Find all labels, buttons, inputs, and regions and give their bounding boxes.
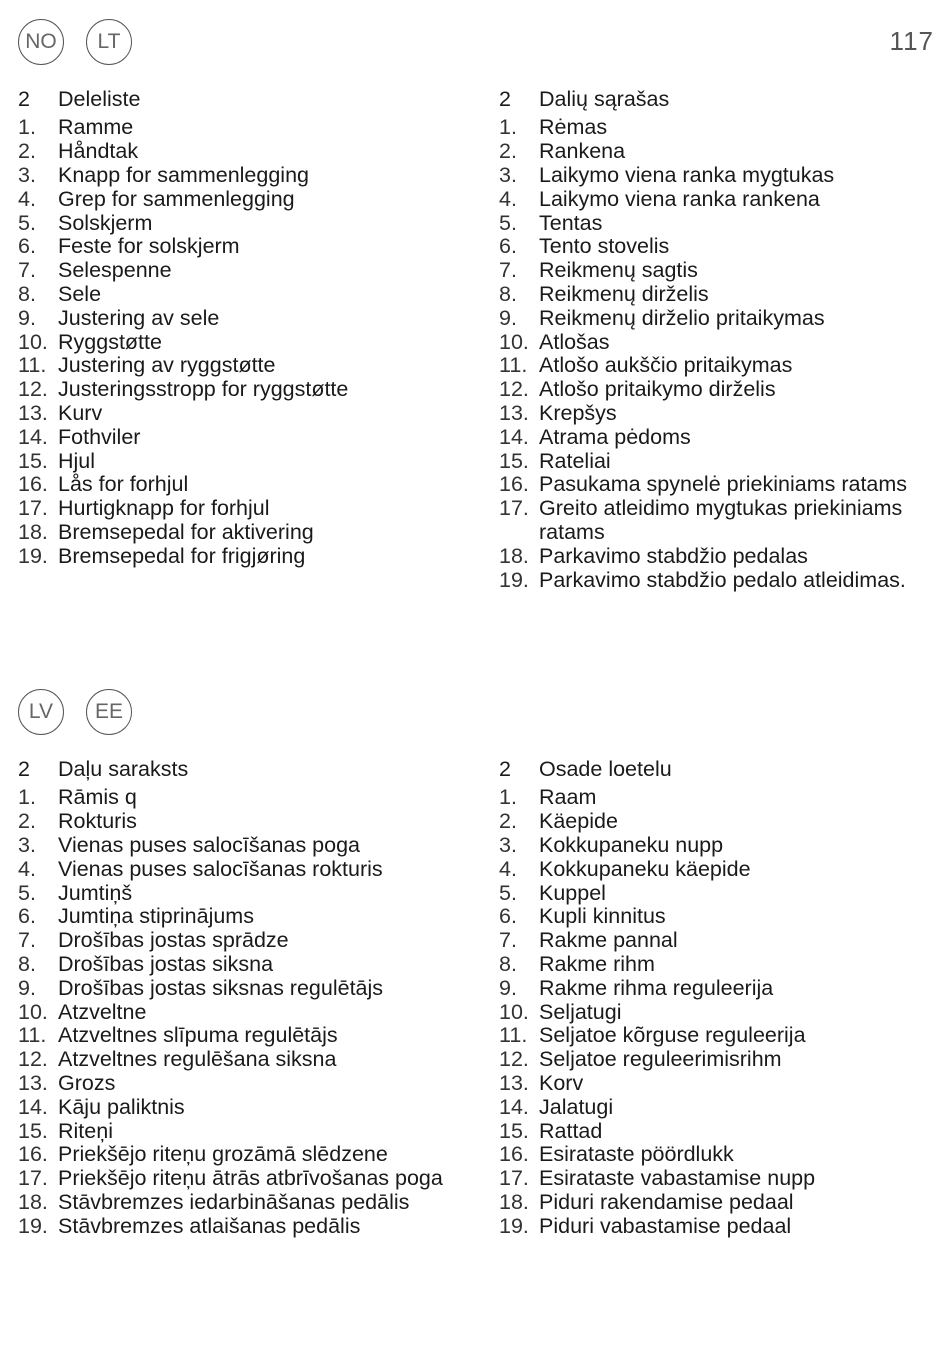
list-item: [499, 1001, 944, 1025]
item-label: Riteņi: [58, 1118, 113, 1143]
item-label: Håndtak: [58, 139, 139, 164]
item-label: Kokkupaneku nupp: [539, 832, 724, 857]
item-label: Grep for sammenlegging: [58, 186, 295, 211]
item-label: Laikymo viena ranka mygtukas: [539, 162, 835, 187]
item-number: 19.: [18, 1213, 48, 1238]
item-number: 15.: [18, 1118, 48, 1143]
item-number: 18.: [18, 1189, 48, 1214]
item-number: 3.: [499, 162, 517, 187]
list-item: [18, 1001, 463, 1025]
item-label: Justering av sele: [58, 305, 220, 330]
language-badge-lv: LV: [18, 689, 64, 735]
item-label: Tentas: [539, 210, 603, 235]
list-item: [18, 212, 463, 236]
item-number: 11.: [499, 353, 528, 378]
section-heading: [499, 88, 944, 116]
list-item: [499, 378, 944, 402]
list-item: [499, 164, 944, 188]
list-item: [18, 929, 463, 953]
item-number: 6.: [499, 234, 517, 259]
list-item: [18, 473, 463, 497]
item-label: Stāvbremzes iedarbināšanas pedālis: [58, 1189, 410, 1214]
language-badges-bottom: [18, 689, 132, 735]
item-label: Drošības jostas siksnas regulētājs: [58, 975, 384, 1000]
item-number: 18.: [18, 519, 48, 544]
item-label: Tento stovelis: [539, 234, 670, 259]
item-label: Selespenne: [58, 258, 172, 283]
item-label: Korv: [539, 1070, 584, 1095]
section-heading-title: Dalių sąrašas: [539, 87, 670, 111]
item-label: Hjul: [58, 448, 96, 473]
list-item: [499, 140, 944, 164]
item-label: Rėmas: [539, 115, 608, 140]
item-number: 10.: [18, 329, 48, 354]
list-item: [18, 116, 463, 140]
item-label: Kuppel: [539, 880, 606, 905]
item-label: Parkavimo stabdžio pedalas: [539, 543, 808, 568]
section-heading-number: 2: [18, 87, 30, 111]
item-number: 7.: [18, 928, 36, 953]
item-label: Atlošo aukščio pritaikymas: [539, 353, 793, 378]
language-badges-top: [18, 19, 132, 65]
item-number: 15.: [499, 448, 529, 473]
item-number: 13.: [499, 400, 529, 425]
item-label: Ryggstøtte: [58, 329, 162, 354]
list-item: [499, 212, 944, 236]
item-label: Solskjerm: [58, 210, 153, 235]
item-number: 4.: [18, 856, 36, 881]
item-number: 13.: [499, 1070, 529, 1095]
list-item: [18, 354, 463, 378]
list-item: [18, 953, 463, 977]
list-item: [18, 331, 463, 355]
list-item: [18, 905, 463, 929]
section-heading: [18, 758, 463, 786]
item-label: Laikymo viena ranka rankena: [539, 186, 820, 211]
item-number: 2.: [499, 809, 517, 834]
list-item: [18, 1167, 463, 1191]
item-number: 19.: [499, 567, 529, 592]
item-label: Rakme pannal: [539, 928, 678, 953]
item-number: 15.: [499, 1118, 529, 1143]
item-number: 5.: [499, 210, 517, 235]
item-label: Parkavimo stabdžio pedalo atleidimas.: [539, 567, 906, 592]
item-number: 3.: [499, 832, 517, 857]
parts-list: [499, 116, 944, 592]
item-number: 7.: [499, 928, 517, 953]
item-number: 6.: [499, 904, 517, 929]
list-item: [499, 283, 944, 307]
item-number: 10.: [499, 999, 529, 1024]
list-item: [18, 810, 463, 834]
item-label: Drošības jostas siksna: [58, 951, 274, 976]
section-heading-number: 2: [499, 757, 511, 781]
list-item: [18, 1191, 463, 1215]
parts-list: [18, 786, 463, 1238]
item-number: 2.: [499, 139, 517, 164]
parts-list-ee: [499, 758, 944, 1239]
list-item: [18, 378, 463, 402]
list-item: [499, 786, 944, 810]
list-item: [499, 259, 944, 283]
list-item: [499, 402, 944, 426]
section-heading-title: Daļu saraksts: [58, 757, 189, 781]
item-number: 14.: [499, 424, 529, 449]
page-number: 117: [889, 26, 934, 56]
item-label: Rakme rihma reguleerija: [539, 975, 774, 1000]
item-number: 4.: [499, 856, 517, 881]
section-heading-title: Osade loetelu: [539, 757, 672, 781]
list-item: [499, 426, 944, 450]
list-item: [499, 569, 944, 593]
item-label: Jumtiņš: [58, 880, 133, 905]
item-number: 14.: [18, 424, 48, 449]
item-label: Jalatugi: [539, 1094, 614, 1119]
item-label: Jumtiņa stiprinājums: [58, 904, 254, 929]
item-label: Rankena: [539, 139, 626, 164]
section-heading-number: 2: [499, 87, 511, 111]
list-item: [499, 1048, 944, 1072]
item-number: 16.: [499, 472, 529, 497]
item-number: 17.: [499, 1166, 529, 1191]
item-label: Priekšējo riteņu ātrās atbrīvošanas poga: [58, 1166, 443, 1191]
item-label: Rāmis q: [58, 785, 137, 810]
parts-list-lv: [18, 758, 463, 1239]
item-number: 9.: [18, 305, 36, 330]
list-item: [499, 929, 944, 953]
list-item: [18, 1072, 463, 1096]
item-label: Hurtigknapp for forhjul: [58, 496, 270, 521]
list-item: [18, 164, 463, 188]
item-number: 14.: [499, 1094, 529, 1119]
list-item: [499, 1143, 944, 1167]
list-item: [18, 977, 463, 1001]
list-item: [18, 1120, 463, 1144]
item-label: Justeringsstropp for ryggstøtte: [58, 377, 349, 402]
item-label: Atlošas: [539, 329, 610, 354]
item-number: 10.: [499, 329, 529, 354]
item-label: Atlošo pritaikymo dirželis: [539, 377, 776, 402]
section-heading-number: 2: [18, 757, 30, 781]
list-item: [18, 521, 463, 545]
item-number: 17.: [499, 496, 529, 521]
list-item: [18, 834, 463, 858]
item-number: 19.: [18, 543, 48, 568]
list-item: [499, 977, 944, 1001]
item-label: Reikmenų dirželis: [539, 281, 709, 306]
list-item: [18, 1024, 463, 1048]
list-item: [499, 1120, 944, 1144]
item-label: Esirataste vabastamise nupp: [539, 1166, 816, 1191]
item-label: Kupli kinnitus: [539, 904, 666, 929]
item-number: 8.: [499, 281, 517, 306]
item-number: 12.: [499, 377, 529, 402]
item-label: Bremsepedal for frigjøring: [58, 543, 306, 568]
item-number: 14.: [18, 1094, 48, 1119]
item-label: Atzveltnes regulēšana siksna: [58, 1047, 337, 1072]
item-label: Justering av ryggstøtte: [58, 353, 276, 378]
item-number: 15.: [18, 448, 48, 473]
item-label: Piduri rakendamise pedaal: [539, 1189, 794, 1214]
item-number: 3.: [18, 162, 36, 187]
list-item: [499, 331, 944, 355]
item-number: 1.: [499, 115, 517, 140]
item-label: Rokturis: [58, 809, 137, 834]
item-number: 16.: [18, 472, 48, 497]
item-label: Atzveltnes slīpuma regulētājs: [58, 1023, 338, 1048]
item-number: 8.: [18, 281, 36, 306]
item-label: Pasukama spynelė priekiniams ratams: [539, 472, 908, 497]
list-item: [18, 235, 463, 259]
list-item: [18, 1215, 463, 1239]
item-number: 7.: [499, 258, 517, 283]
item-number: 1.: [18, 115, 36, 140]
item-label: Kokkupaneku käepide: [539, 856, 751, 881]
list-item: [18, 259, 463, 283]
list-item: [18, 188, 463, 212]
item-number: 4.: [18, 186, 36, 211]
item-label: Kurv: [58, 400, 103, 425]
item-number: 5.: [18, 210, 36, 235]
list-item: [18, 545, 463, 569]
item-number: 16.: [499, 1142, 529, 1167]
item-label: Fothviler: [58, 424, 141, 449]
item-label: Kāju paliktnis: [58, 1094, 185, 1119]
item-number: 3.: [18, 832, 36, 857]
item-label: Atzveltne: [58, 999, 147, 1024]
item-number: 17.: [18, 496, 48, 521]
language-badge-no: NO: [18, 19, 64, 65]
item-label: Reikmenų sagtis: [539, 258, 698, 283]
item-number: 6.: [18, 904, 36, 929]
item-number: 17.: [18, 1166, 48, 1191]
item-number: 6.: [18, 234, 36, 259]
item-number: 13.: [18, 400, 48, 425]
item-number: 10.: [18, 999, 48, 1024]
list-item: [499, 545, 944, 569]
list-item: [18, 1143, 463, 1167]
item-number: 9.: [499, 975, 517, 1000]
list-item: [18, 402, 463, 426]
item-label: Ramme: [58, 115, 134, 140]
item-number: 1.: [18, 785, 36, 810]
item-number: 1.: [499, 785, 517, 810]
item-number: 7.: [18, 258, 36, 283]
item-number: 11.: [499, 1023, 528, 1048]
list-item: [499, 858, 944, 882]
item-number: 13.: [18, 1070, 48, 1095]
list-item: [499, 235, 944, 259]
item-label: Bremsepedal for aktivering: [58, 519, 314, 544]
list-item: [18, 1096, 463, 1120]
list-item: [18, 283, 463, 307]
item-number: 12.: [18, 377, 48, 402]
list-item: [499, 1072, 944, 1096]
item-label: Knapp for sammenlegging: [58, 162, 309, 187]
item-number: 18.: [499, 1189, 529, 1214]
list-item: [18, 1048, 463, 1072]
item-label: Rakme rihm: [539, 951, 655, 976]
item-number: 8.: [499, 951, 517, 976]
parts-list: [499, 786, 944, 1238]
item-label: Raam: [539, 785, 597, 810]
list-item: [499, 1215, 944, 1239]
list-item: [499, 354, 944, 378]
item-number: 2.: [18, 139, 36, 164]
item-number: 9.: [499, 305, 517, 330]
section-heading-title: Deleliste: [58, 87, 141, 111]
item-label: Grozs: [58, 1070, 116, 1095]
item-label: Käepide: [539, 809, 618, 834]
item-label: Drošības jostas sprādze: [58, 928, 289, 953]
list-item: [499, 1191, 944, 1215]
item-label: Priekšējo riteņu grozāmā slēdzene: [58, 1142, 388, 1167]
section-heading: [499, 758, 944, 786]
item-number: 11.: [18, 1023, 47, 1048]
list-item: [499, 116, 944, 140]
item-number: 9.: [18, 975, 36, 1000]
item-label: Feste for solskjerm: [58, 234, 240, 259]
list-item: [18, 140, 463, 164]
item-number: 5.: [18, 880, 36, 905]
list-item: [18, 450, 463, 474]
item-label: Rateliai: [539, 448, 611, 473]
item-label: Esirataste pöördlukk: [539, 1142, 734, 1167]
list-item: [499, 1096, 944, 1120]
parts-list-no: [18, 88, 463, 569]
item-number: 8.: [18, 951, 36, 976]
item-number: 5.: [499, 880, 517, 905]
parts-list-lt: [499, 88, 944, 592]
list-item: [499, 953, 944, 977]
list-item: [18, 307, 463, 331]
item-label: Sele: [58, 281, 102, 306]
item-label: Lås for forhjul: [58, 472, 189, 497]
item-label: Piduri vabastamise pedaal: [539, 1213, 792, 1238]
list-item: [18, 786, 463, 810]
item-number: 4.: [499, 186, 517, 211]
item-label: Krepšys: [539, 400, 617, 425]
item-label: Seljatoe kõrguse reguleerija: [539, 1023, 806, 1048]
item-number: 18.: [499, 543, 529, 568]
list-item: [499, 307, 944, 331]
list-item: [499, 834, 944, 858]
list-item: [499, 188, 944, 212]
item-number: 11.: [18, 353, 47, 378]
item-label: Stāvbremzes atlaišanas pedālis: [58, 1213, 361, 1238]
section-heading: [18, 88, 463, 116]
item-label: Atrama pėdoms: [539, 424, 691, 449]
item-number: 19.: [499, 1213, 529, 1238]
list-item: [499, 882, 944, 906]
list-item: [18, 858, 463, 882]
item-number: 12.: [499, 1047, 529, 1072]
item-number: 16.: [18, 1142, 48, 1167]
item-label: Rattad: [539, 1118, 603, 1143]
parts-list: [18, 116, 463, 568]
language-badge-lt: LT: [86, 19, 132, 65]
list-item: [499, 473, 944, 497]
item-label: Vienas puses salocīšanas rokturis: [58, 856, 383, 881]
item-label: Vienas puses salocīšanas poga: [58, 832, 361, 857]
item-number: 12.: [18, 1047, 48, 1072]
list-item: [499, 1024, 944, 1048]
item-label: Seljatoe reguleerimisrihm: [539, 1047, 782, 1072]
language-badge-ee: EE: [86, 689, 132, 735]
list-item: [18, 497, 463, 521]
item-label: Reikmenų dirželio pritaikymas: [539, 305, 825, 330]
item-label: Greito atleidimo mygtukas priekiniams ratams: [539, 496, 903, 544]
item-number: 2.: [18, 809, 36, 834]
list-item: [499, 810, 944, 834]
list-item: [499, 450, 944, 474]
list-item: [499, 497, 944, 545]
item-label: Seljatugi: [539, 999, 622, 1024]
list-item: [499, 905, 944, 929]
list-item: [18, 882, 463, 906]
list-item: [499, 1167, 944, 1191]
list-item: [18, 426, 463, 450]
